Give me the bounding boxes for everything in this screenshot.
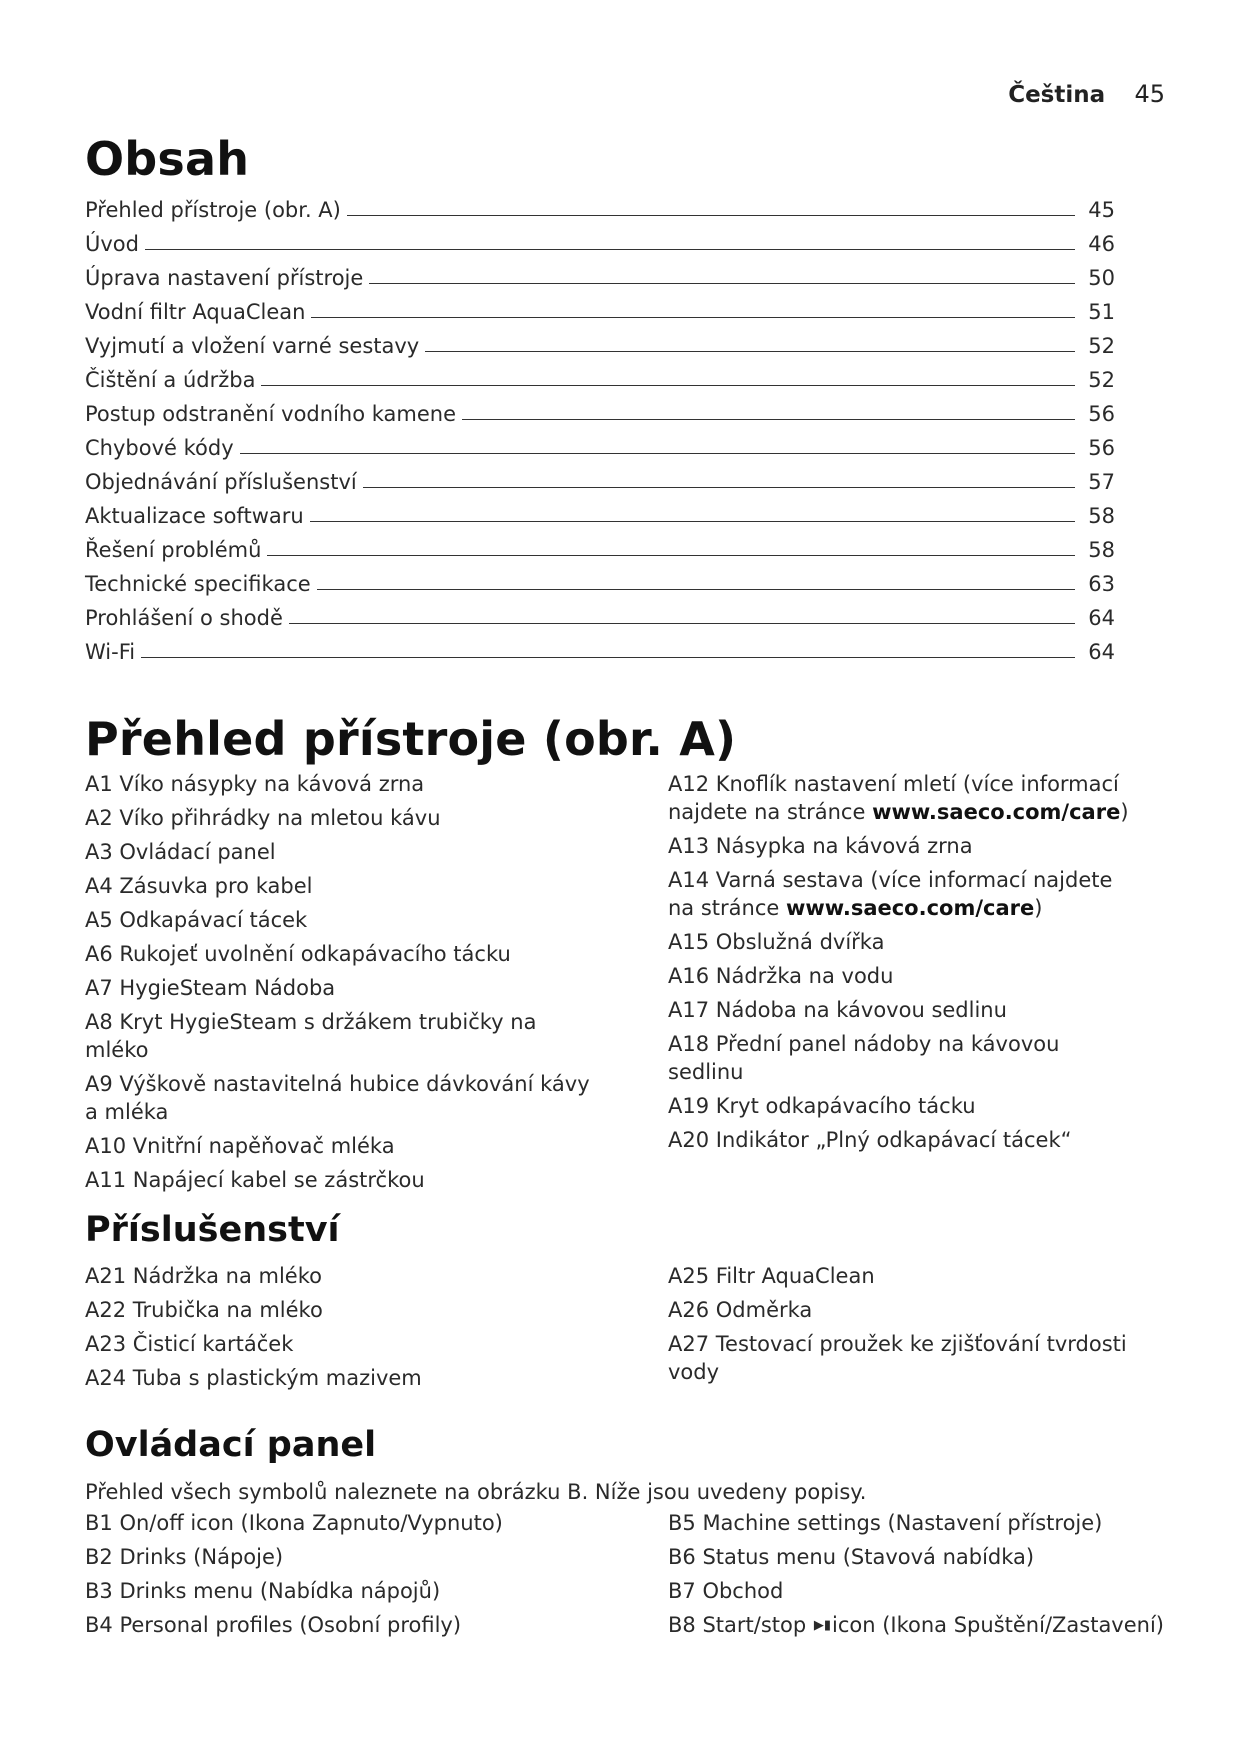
toc-entry[interactable] [85,630,1115,664]
accessories-title: Příslušenství [85,1210,340,1250]
toc-entry-page: 56 [1088,436,1115,460]
start-stop-icon: ▶▮ [813,1618,832,1633]
list-item: B2 Drinks (Nápoje) [85,1545,284,1569]
toc-entry-page: 64 [1088,640,1115,664]
toc-leader-line [310,521,1075,522]
list-item: B8 Start/stop ▶▮icon (Ikona Spuštění/Zastavení) [668,1611,1168,1640]
toc-leader-line [289,623,1075,624]
toc-entry-page: 57 [1088,470,1115,494]
toc-entry[interactable] [85,290,1115,324]
toc-leader-line [462,419,1075,420]
list-item: A16 Nádržka na vodu [668,964,894,988]
toc-entry-label: Úvod [85,232,139,256]
toc-entry[interactable] [85,494,1115,528]
toc-entry[interactable] [85,222,1115,256]
toc-entry[interactable] [85,324,1115,358]
toc-entry-label: Aktualizace softwaru [85,504,304,528]
list-item: B1 On/off icon (Ikona Zapnuto/Vypnuto) [85,1511,503,1535]
toc-entry-label: Čištění a údržba [85,368,256,392]
toc-title: Obsah [85,132,250,186]
list-item: A18 Přední panel nádoby na kávovou sedlinu [668,1032,1060,1084]
list-item: A1 Víko násypky na kávová zrna [85,772,425,796]
toc-leader-line [141,657,1075,658]
toc-entry[interactable] [85,358,1115,392]
list-item: A27 Testovací proužek ke zjišťování tvrdosti vody [668,1332,1127,1384]
toc-entry-page: 56 [1088,402,1115,426]
toc-leader-line [261,385,1075,386]
toc-entry-label: Vyjmutí a vložení varné sestavy [85,334,420,358]
toc-entry-label: Přehled přístroje (obr. A) [85,198,341,222]
list-item: A5 Odkapávací tácek [85,908,308,932]
list-item: B5 Machine settings (Nastavení přístroje) [668,1511,1103,1535]
language-label: Čeština [1008,82,1106,108]
toc-leader-line [267,555,1075,556]
toc-entry-label: Řešení problémů [85,538,262,562]
list-item: B6 Status menu (Stavová nabídka) [668,1545,1035,1569]
toc-entry-page: 58 [1088,504,1115,528]
accessories-left-column [85,1262,605,1398]
list-item: A11 Napájecí kabel se zástrčkou [85,1168,425,1192]
list-item: A26 Odměrka [668,1298,813,1322]
toc-entry-page: 52 [1088,368,1115,392]
toc-entry[interactable] [85,188,1115,222]
overview-right-column [668,770,1138,1160]
overview-title: Přehled přístroje (obr. A) [85,712,737,766]
list-item: A20 Indikátor „Plný odkapávací tácek“ [668,1128,1072,1152]
toc-entry[interactable] [85,596,1115,630]
control-panel-right-column [668,1509,1168,1646]
toc-entry[interactable] [85,426,1115,460]
toc-entry[interactable] [85,392,1115,426]
list-item: A9 Výškově nastavitelná hubice dávkování kávy a mléka [85,1072,590,1124]
list-item: A7 HygieSteam Nádoba [85,976,336,1000]
saeco-care-link[interactable]: www.saeco.com/care [785,896,1035,920]
toc-entry-page: 50 [1088,266,1115,290]
list-item: A24 Tuba s plastickým mazivem [85,1366,422,1390]
list-item: A4 Zásuvka pro kabel [85,874,313,898]
toc-entry-label: Technické specifikace [85,572,311,596]
list-item: B4 Personal profiles (Osobní profily) [85,1613,462,1637]
toc-leader-line [145,249,1075,250]
toc-entry-label: Úprava nastavení přístroje [85,266,364,290]
list-item: A22 Trubička na mléko [85,1298,323,1322]
toc-entry[interactable] [85,256,1115,290]
toc-entry-label: Wi-Fi [85,640,136,664]
list-item: A6 Rukojeť uvolnění odkapávacího tácku [85,942,511,966]
list-item: A25 Filtr AquaClean [668,1264,875,1288]
toc-entry-page: 51 [1088,300,1115,324]
list-item: A2 Víko přihrádky na mletou kávu [85,806,441,830]
toc-entry[interactable] [85,562,1115,596]
toc-entry-label: Vodní filtr AquaClean [85,300,306,324]
control-panel-left-column [85,1509,605,1645]
toc-entry[interactable] [85,528,1115,562]
table-of-contents [85,188,1115,664]
list-item: A10 Vnitřní napěňovač mléka [85,1134,395,1158]
toc-leader-line [425,351,1075,352]
list-item: A23 Čisticí kartáček [85,1332,294,1356]
list-item: B3 Drinks menu (Nabídka nápojů) [85,1579,441,1603]
list-item: A12 Knoflík nastavení mletí (více informací najdete na stránce www.saeco.com/care) [668,772,1129,824]
list-item: A3 Ovládací panel [85,840,276,864]
control-panel-title: Ovládací panel [85,1425,377,1465]
overview-left-column [85,770,605,1200]
page-number: 45 [1134,80,1165,108]
accessories-right-column [668,1262,1168,1392]
list-item: A19 Kryt odkapávacího tácku [668,1094,976,1118]
toc-leader-line [369,283,1075,284]
toc-entry-label: Objednávání příslušenství [85,470,357,494]
toc-leader-line [311,317,1075,318]
toc-leader-line [240,453,1075,454]
list-item: A8 Kryt HygieSteam s držákem trubičky na mléko [85,1010,537,1062]
list-item: A13 Násypka na kávová zrna [668,834,973,858]
toc-entry-page: 63 [1088,572,1115,596]
list-item: A15 Obslužná dvířka [668,930,885,954]
toc-entry-page: 52 [1088,334,1115,358]
toc-entry-label: Postup odstranění vodního kamene [85,402,457,426]
list-item: A21 Nádržka na mléko [85,1264,322,1288]
toc-entry-page: 46 [1088,232,1115,256]
toc-entry-page: 64 [1088,606,1115,630]
list-item: B7 Obchod [668,1579,784,1603]
toc-leader-line [363,487,1075,488]
control-panel-intro: Přehled všech symbolů naleznete na obrázku B. Níže jsou uvedeny popisy. [85,1480,867,1504]
toc-entry[interactable] [85,460,1115,494]
toc-leader-line [317,589,1075,590]
toc-entry-label: Chybové kódy [85,436,234,460]
list-item: A17 Nádoba na kávovou sedlinu [668,998,1007,1022]
toc-entry-label: Prohlášení o shodě [85,606,283,630]
page-header [1008,80,1165,108]
list-item: A14 Varná sestava (více informací najdete na stránce www.saeco.com/care) [668,868,1113,920]
toc-entry-page: 58 [1088,538,1115,562]
toc-leader-line [347,215,1075,216]
saeco-care-link[interactable]: www.saeco.com/care [872,800,1121,824]
toc-entry-page: 45 [1088,198,1115,222]
